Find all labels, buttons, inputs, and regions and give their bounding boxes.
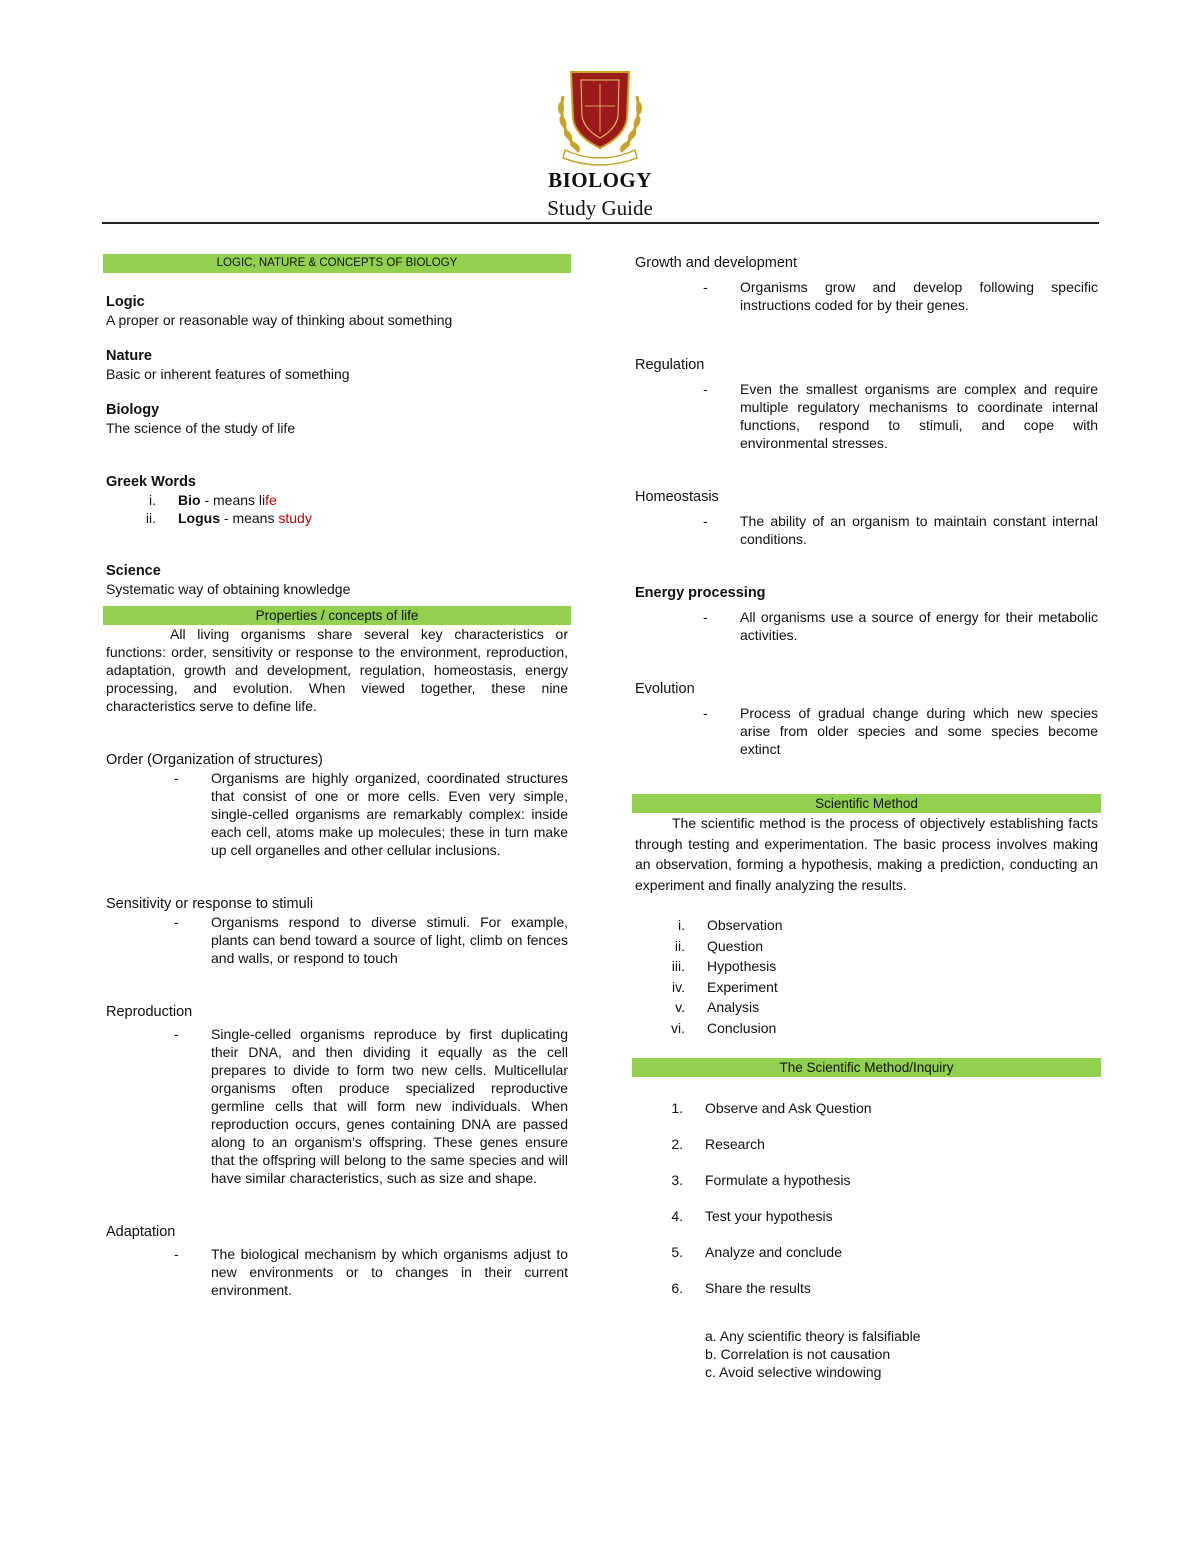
homeostasis-text: The ability of an organism to maintain constant internal conditions.: [740, 513, 1098, 547]
list-item: [635, 977, 1098, 998]
list-number: 6.: [671, 1280, 683, 1296]
list-label: Conclusion: [707, 1019, 777, 1036]
list-item: [635, 1207, 1098, 1243]
greek-meaning-prefix: li: [258, 492, 266, 508]
list-label: Formulate a hypothesis: [705, 1172, 851, 1188]
section-band-inquiry: The Scientific Method/Inquiry: [632, 1058, 1101, 1077]
properties-intro: All living organisms share several key characteristics or functions: order, sensitivity or response to the environment, reproduction, adaptation, growth and development, regulation, homeostasis, energy processing, and evolution. When viewed together, these nine characteristics serve to define life.: [106, 626, 568, 714]
section-band-logic-nature: LOGIC, NATURE & CONCEPTS OF BIOLOGY: [103, 254, 571, 273]
list-label: Analysis: [707, 999, 760, 1015]
term-order: Order (Organization of structures): [106, 752, 323, 768]
evolution-bullet: [635, 704, 1098, 758]
left-column: [106, 254, 568, 1299]
dash-marker: -: [703, 513, 708, 529]
list-number: 5.: [671, 1244, 683, 1260]
list-number: vi.: [671, 1019, 685, 1036]
dash-marker: -: [174, 914, 179, 930]
greek-word-connector: - means: [220, 510, 279, 526]
term-energy-processing: Energy processing: [635, 585, 766, 601]
dash-marker: -: [703, 609, 708, 625]
note-item: a. Any scientific theory is falsifiable: [705, 1328, 921, 1344]
method-steps-list: [635, 915, 1098, 1038]
term-growth: Growth and development: [635, 255, 798, 271]
greek-word-item: [106, 509, 568, 527]
list-label: Experiment: [707, 978, 778, 995]
note-item: c. Avoid selective windowing: [705, 1364, 882, 1380]
dash-marker: -: [174, 770, 179, 786]
growth-bullet: [635, 278, 1098, 314]
list-item: [635, 1135, 1098, 1171]
note-item: b. Correlation is not causation: [705, 1346, 891, 1362]
list-number: ii.: [674, 937, 685, 954]
list-item: [635, 1099, 1098, 1135]
inquiry-notes: [635, 1327, 1098, 1381]
term-logic: Logic: [106, 294, 145, 310]
term-reproduction: Reproduction: [106, 1004, 193, 1020]
list-number: 1.: [671, 1100, 683, 1116]
list-item: [635, 956, 1098, 977]
list-number: 3.: [671, 1172, 683, 1188]
greek-meaning: fe: [265, 492, 277, 508]
list-item: [635, 997, 1098, 1018]
evolution-text: Process of gradual change during which new species arise from older species and some species become extinct: [740, 705, 1098, 757]
term-science: Science: [106, 563, 161, 579]
list-number: iii.: [671, 958, 685, 974]
list-label: Question: [707, 937, 764, 954]
dash-marker: -: [174, 1026, 179, 1042]
definition-science: Systematic way of obtaining knowledge: [106, 581, 351, 597]
dash-marker: -: [703, 705, 708, 721]
reproduction-text: Single-celled organisms reproduce by first duplicating their DNA, and then dividing it equally as the cell prepares to divide to form two new cells. Multicellular organisms often produce specialized reproductive germline cells that will form new individuals. When reproduction occurs, genes containing DNA are passed along to an organism's offspring. These genes ensure that the offspring will belong to the same species and will have similar characteristics, such as size and shape.: [211, 1026, 568, 1186]
term-adaptation: Adaptation: [106, 1224, 176, 1240]
definition-logic: A proper or reasonable way of thinking about something: [106, 312, 453, 328]
list-item: [635, 1171, 1098, 1207]
order-text: Organisms are highly organized, coordinated structures that consist of one or more cells. Even very simple, single-celled organisms are remarkably complex: inside each cell, atoms make up molecules; these in turn make up cell organelles and other cellular inclusions.: [211, 770, 568, 858]
list-number: 2.: [671, 1136, 683, 1152]
energy-bullet: [635, 608, 1098, 644]
list-label: Observe and Ask Question: [705, 1100, 872, 1116]
section-band-scientific-method: Scientific Method: [632, 794, 1101, 813]
term-evolution: Evolution: [635, 681, 695, 697]
term-regulation: Regulation: [635, 357, 705, 373]
list-number: 4.: [671, 1208, 683, 1224]
list-number: ii.: [145, 510, 156, 526]
list-item: [635, 915, 1098, 936]
energy-text: All organisms use a source of energy for their metabolic activities.: [740, 609, 1098, 643]
term-biology: Biology: [106, 402, 160, 418]
greek-word: Logus: [178, 510, 220, 526]
list-label: Share the results: [705, 1280, 811, 1296]
method-intro: The scientific method is the process of objectively establishing facts through testing and experimentation. The basic process involves making an observation, forming a hypothesis, making a prediction, conducting an experiment and finally analyzing the results.: [635, 815, 1098, 893]
greek-word-connector: - means: [200, 492, 259, 508]
list-label: Test your hypothesis: [705, 1208, 833, 1224]
section-band-properties: Properties / concepts of life: [103, 606, 571, 625]
regulation-bullet: [635, 380, 1098, 452]
definition-biology: The science of the study of life: [106, 420, 296, 436]
adaptation-text: The biological mechanism by which organisms adjust to new environments or to changes in their current environment.: [211, 1246, 568, 1298]
right-column: [635, 254, 1098, 1381]
dash-marker: -: [703, 381, 708, 397]
list-number: i.: [149, 492, 156, 508]
list-label: Analyze and conclude: [705, 1244, 842, 1260]
term-nature: Nature: [106, 348, 152, 364]
definition-nature: Basic or inherent features of something: [106, 366, 350, 382]
greek-meaning: study: [278, 510, 312, 526]
sensitivity-text: Organisms respond to diverse stimuli. For example, plants can bend toward a source of light, climb on fences and walls, or respond to touch: [211, 914, 568, 966]
list-label: Research: [705, 1136, 765, 1152]
order-bullet: [106, 769, 568, 859]
list-item: [635, 936, 1098, 957]
list-label: Observation: [707, 917, 783, 933]
greek-word: Bio: [178, 492, 201, 508]
regulation-text: Even the smallest organisms are complex and require multiple regulatory mechanisms to coordinate internal functions, respond to stimuli, and cope with environmental stresses.: [740, 381, 1098, 451]
homeostasis-bullet: [635, 512, 1098, 548]
reproduction-bullet: [106, 1025, 568, 1187]
list-item: [635, 1279, 1098, 1315]
greek-words-heading: Greek Words: [106, 474, 196, 490]
list-number: iv.: [672, 978, 685, 995]
greek-word-item: [106, 491, 568, 509]
list-item: [635, 1018, 1098, 1039]
growth-text: Organisms grow and develop following specific instructions coded for by their genes.: [740, 279, 1098, 313]
header-divider: [102, 222, 1099, 224]
adaptation-bullet: [106, 1245, 568, 1299]
term-sensitivity: Sensitivity or response to stimuli: [106, 896, 314, 912]
list-label: Hypothesis: [707, 958, 777, 974]
dash-marker: -: [174, 1246, 179, 1262]
document-subtitle: Study Guide: [547, 196, 653, 220]
inquiry-steps-list: [635, 1099, 1098, 1315]
term-homeostasis: Homeostasis: [635, 489, 719, 505]
list-number: v.: [675, 999, 685, 1015]
school-crest-icon: [555, 66, 645, 170]
list-item: [635, 1243, 1098, 1279]
document-title: BIOLOGY: [548, 168, 652, 192]
list-number: i.: [678, 917, 685, 933]
sensitivity-bullet: [106, 913, 568, 967]
dash-marker: -: [703, 279, 708, 295]
